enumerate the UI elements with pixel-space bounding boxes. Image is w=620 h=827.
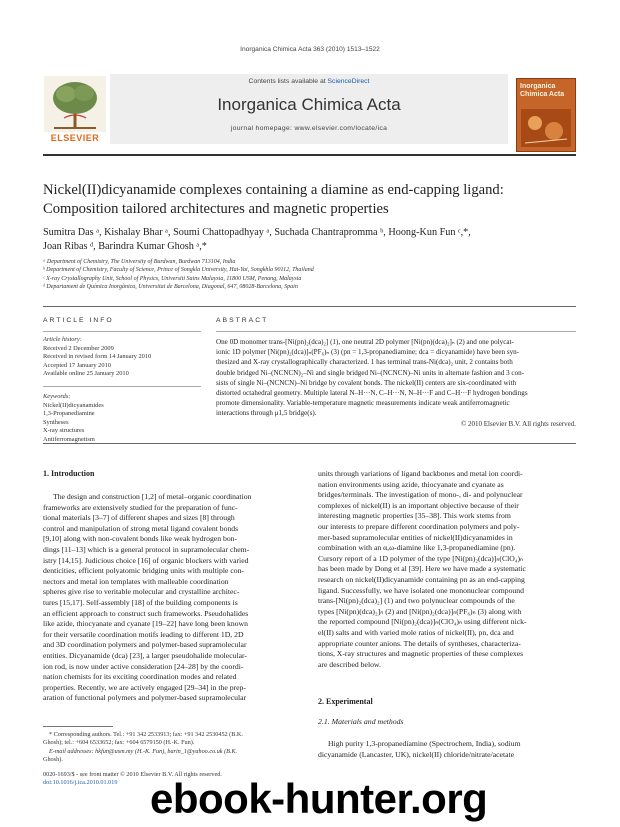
- elsevier-tree-icon: [44, 76, 106, 132]
- abstract-line: promote dimensionality. Variable-temperature magnetic measurements indicate weak antiferromagnetic: [216, 399, 510, 408]
- footnote-rule: [43, 726, 113, 727]
- title-line-1: Nickel(II)dicyanamide complexes containing a diamine as end-capping ligand:: [43, 182, 504, 198]
- publisher-name: ELSEVIER: [50, 133, 100, 143]
- body-line: and 3D coordination polymers and polymer-based supramolecular: [43, 640, 247, 650]
- body-line: trans-[Ni(pn)₂(dca)₂] (1) and two polynuclear compounds of the: [318, 596, 515, 606]
- elsevier-logo: [44, 76, 106, 144]
- materials-paragraph: [318, 739, 580, 760]
- abstract-line: ionic 1D polymer [Ni(pn)₂(dca)]ₙ(PF₆)ₙ (3) (pn = 1,3-propanediamine; dca = dicyanamide) have been syn-: [216, 348, 520, 357]
- body-line: combination with an α,ω-diamine like 1,3-propanediamine (pn).: [318, 543, 516, 553]
- abstract-line: distorted octahedral geometry. Multiple lateral N–H···N, C–H···N, N–H···F and C–H···F hydrogen bondings: [216, 389, 528, 398]
- body-line: control and manipulation of strong metal ligand covalent bonds: [43, 523, 239, 533]
- contents-line: [110, 78, 508, 85]
- abstract-line: double bridged Ni–(NCNCN)₂–Ni and single bridged Ni–(NCNCN)–Ni units in alternate fashion and 3 con-: [216, 368, 525, 377]
- body-line: dings [11–13] which is a general protocol in supramolecular chem-: [43, 544, 250, 554]
- body-line: Cursory report of a 1D polymer of the type [Ni(pn)₂(dca)]ₙ(ClO₄)ₙ: [318, 553, 524, 563]
- article-history: [43, 336, 201, 379]
- body-line: tions, X-ray structures and magnetic properties of these complexes: [318, 649, 524, 659]
- body-line: ligand. Successfully, we have isolated one mononuclear compound: [318, 585, 524, 595]
- body-line: research on nickel(II)dicyanamide containing pn as an end-capping: [318, 574, 525, 584]
- sciencedirect-link[interactable]: ScienceDirect: [327, 78, 370, 85]
- copyright-notice: © 2010 Elsevier B.V. All rights reserved.: [460, 420, 576, 428]
- body-line: mer-based supramolecular entities of nickel(II)dicyanamides in: [318, 532, 513, 542]
- body-line: denticities, efficient polyatomic bridging units with multiple con-: [43, 566, 244, 576]
- body-line: The design and construction [1,2] of metal–organic coordination: [53, 492, 252, 501]
- history-entry: Available online 25 January 2010: [43, 370, 129, 378]
- homepage-line: [110, 125, 508, 132]
- header-divider: [43, 154, 576, 156]
- watermark: ebook-hunter.org: [150, 775, 488, 822]
- affiliations-divider: [43, 306, 576, 307]
- body-line: nation environments using azide, thiocyanate and cyanate as: [318, 479, 504, 489]
- body-line: has been made by Dong et al [39]. Here we have made a systematic: [318, 564, 526, 574]
- homepage-url[interactable]: www.elsevier.com/locate/ica: [294, 125, 388, 132]
- footnote-line: Ghosh); tel.: +604 6533652; fax: +604 6579150 (H.-K. Fun).: [43, 739, 195, 747]
- section-1-heading: 1. Introduction: [43, 469, 95, 478]
- authors-line-1: Sumitra Das ᵃ, Kishalay Bhar ᵃ, Soumi Chattopadhyay ᵃ, Suchada Chantrapromma ᵇ, Hoong-Kun Fun ᶜ,*,: [43, 227, 471, 238]
- intro-left-column: [43, 492, 305, 704]
- issn-line: 0020-1693/$ - see front matter © 2010 Elsevier B.V. All rights reserved.: [43, 771, 222, 778]
- history-entry: Received 2 December 2009: [43, 344, 114, 352]
- intro-right-column: [318, 469, 580, 670]
- body-line: an efficient approach to construct such frameworks. Pseudohalides: [43, 608, 249, 618]
- body-line: dicyanamide (Lancaster, UK), nickel(II) chloride/nitrate/acetate: [318, 749, 515, 759]
- affiliations: [43, 258, 583, 292]
- abstract-line: interactions through μ1,5 bridge(s).: [216, 409, 317, 418]
- section-2-1-heading: 2.1. Materials and methods: [318, 717, 404, 726]
- cover-title: Inorganica Chimica Acta: [520, 83, 565, 98]
- footnote-line: Ghosh).: [43, 755, 63, 763]
- keyword: Nickel(II)dicyanamides: [43, 401, 104, 409]
- body-line: are described below.: [318, 659, 381, 669]
- keyword: 1,3-Propanediamine: [43, 410, 95, 418]
- body-line: el(II) salts and with varied mole ratios of nickel(II), pn, dca and: [318, 627, 514, 637]
- body-line: types [Ni(pn)(dca)₂]ₙ (2) and [Ni(pn)₂(dca)]ₙ(PF₆)ₙ (3) along with: [318, 606, 522, 616]
- affiliation: ᶜ X-ray Crystallography Unit, School of Physics, Universiti Sains Malaysia, 11800 USM, Penang, Malaysia: [43, 275, 302, 282]
- cover-art-icon: [521, 109, 571, 147]
- body-line: nectors and metal ion templates with malleable coordination: [43, 576, 229, 586]
- abstract-line: sists of single Ni–(NCNCN)–Ni bridge by covalent bonds. The nickel(II) centers are six-coordinated with: [216, 378, 517, 387]
- journal-title: Inorganica Chimica Acta: [217, 95, 401, 114]
- abstract-rule: [216, 331, 576, 332]
- affiliation: ᵇ Department of Chemistry, Faculty of Science, Prince of Songkla University, Hat-Yai, Songkhla 90112, Thailand: [43, 267, 314, 274]
- body-line: High purity 1,3-propanediamine (Spectrochem, India), sodium: [328, 739, 521, 748]
- body-line: ion rod, is now under active consideration [24–28] by the coordi-: [43, 661, 244, 671]
- keyword: X-ray structures: [43, 427, 85, 435]
- body-line: interesting magnetic properties [35–38]. This work stems from: [318, 511, 511, 521]
- body-line: like azide, thiocyanate and cyanate [19–22] have long been known: [43, 619, 248, 629]
- abstract-divider: [43, 443, 576, 444]
- footnotes: [43, 731, 305, 764]
- author-list: [43, 226, 583, 254]
- journal-reference: Inorganica Chimica Acta 363 (2010) 1513–1522: [240, 46, 380, 53]
- keywords-rule: [43, 386, 201, 387]
- body-line: istry [14,15]. Judicious choice [16] of organic blockers with varied: [43, 555, 249, 565]
- header-center: [110, 74, 508, 144]
- keywords-label: Keywords:: [43, 393, 71, 400]
- body-line: nation chemists for its exciting coordination modes and related: [43, 672, 237, 682]
- doi-link[interactable]: doi:10.1016/j.ica.2010.01.019: [43, 779, 118, 787]
- history-entry: Accepted 17 January 2010: [43, 361, 111, 369]
- body-line: tional materials [3–7] of different shapes and sizes [8] through: [43, 513, 235, 523]
- section-2-heading: 2. Experimental: [318, 697, 373, 706]
- body-line: the reported compound [Ni(pn)₂(dca)]ₙ(ClO₄)ₙ using different nick-: [318, 617, 527, 627]
- footnote-line: E-mail addresses: hkfun@usm.my (H.-K. Fun), barin_1@yahoo.co.uk (B.K.: [49, 747, 238, 755]
- history-entry: Received in revised form 14 January 2010: [43, 353, 152, 361]
- abstract-line: One 0D monomer trans-[Ni(pn)₂(dca)₂] (1), one neutral 2D polymer [Ni(pn)(dca)₂]ₙ (2) and one polycat-: [216, 338, 514, 346]
- body-line: entities. Dicyanamide (dca) [23], a larger pseudohalide molecular-: [43, 650, 247, 660]
- body-line: tures [15,17]. Self-assembly [18] of the building components is: [43, 597, 238, 607]
- affiliation: ᵃ Department of Chemistry, The University of Burdwan, Burdwan 713104, India: [43, 259, 236, 265]
- history-label: Article history:: [43, 336, 82, 343]
- body-line: aration of functional polymers and polymer-based supramolecular: [43, 693, 247, 703]
- article-title: [43, 181, 583, 218]
- footnote-line: * Corresponding authors. Tel.: +91 342 2533913; fax: +91 342 2530452 (B.K.: [49, 731, 243, 738]
- body-line: our interests to prepare different coordination polymers and poly-: [318, 521, 520, 531]
- affiliation: ᵈ Departament de Química Inorgànica, Universitat de Barcelona, Diagonal, 647, 08028-Barcelona, Spain: [43, 284, 298, 291]
- body-line: frameworks are extensively studied for the preparation of func-: [43, 502, 238, 512]
- journal-cover: [516, 78, 576, 152]
- keywords: [43, 393, 201, 445]
- article-info-heading: ARTICLE INFO: [43, 317, 114, 324]
- body-line: [9,10] along with non-covalent bonds like weak hydrogen bon-: [43, 534, 238, 544]
- contents-prefix: Contents lists available at: [248, 78, 326, 85]
- keyword: Syntheses: [43, 418, 69, 426]
- authors-line-2: Joan Ribas ᵈ, Barindra Kumar Ghosh ᵃ,*: [43, 241, 207, 252]
- body-line: properties. Recently, we are actively engaged [29–34] in the prep-: [43, 682, 246, 692]
- body-line: for their versatile coordination motifs leading to different 1D, 2D: [43, 629, 244, 639]
- body-line: units through variations of ligand backbones and metal ion coordi-: [318, 469, 523, 478]
- abstract-line: thesized and X-ray crystallographically characterized. 1 has terminal trans-Ni(dca)₂ unit, 2 contains both: [216, 358, 513, 367]
- abstract-heading: ABSTRACT: [216, 317, 269, 324]
- body-line: appropriate counter anions. The details of syntheses, characteriza-: [318, 638, 521, 648]
- body-line: bridges/terminals. The investigation of mono-, di- and polynuclear: [318, 490, 523, 500]
- keyword: Antiferromagnetism: [43, 435, 95, 443]
- article-info-rule: [43, 331, 201, 332]
- body-line: complexes of nickel(II) is an important objective because of their: [318, 500, 519, 510]
- homepage-prefix: journal homepage:: [230, 125, 293, 132]
- body-line: spheres give rise to veritable molecular and crystalline architec-: [43, 587, 240, 597]
- abstract-body: [216, 337, 578, 419]
- title-line-2: Composition tailored architectures and magnetic properties: [43, 200, 389, 217]
